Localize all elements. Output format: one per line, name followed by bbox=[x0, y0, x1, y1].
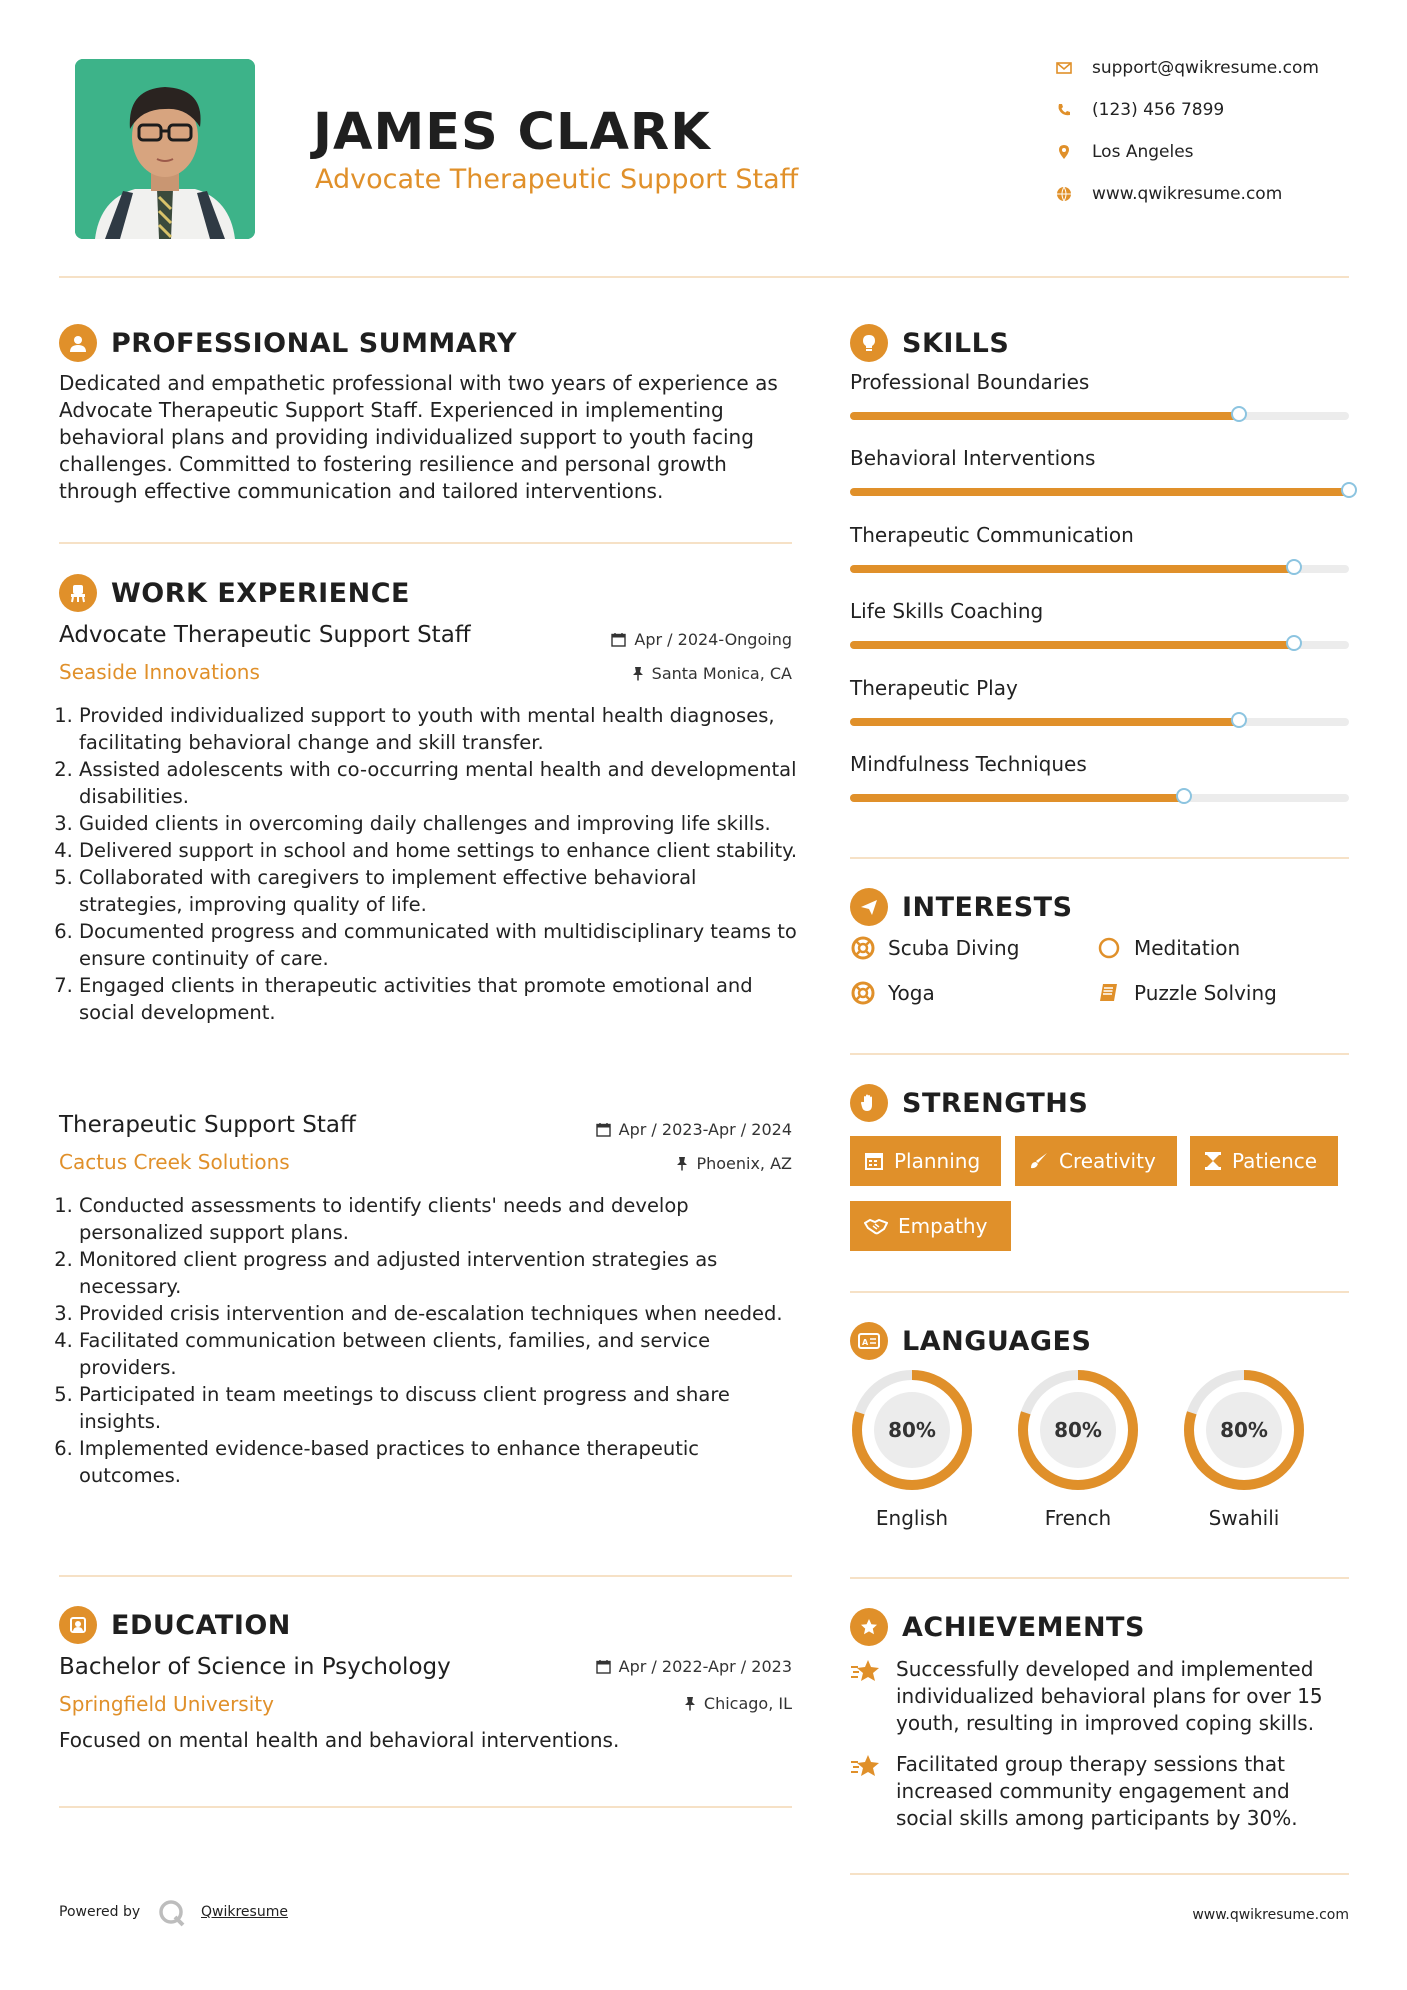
interests-divider bbox=[850, 1053, 1349, 1055]
contact-location bbox=[1054, 142, 1344, 162]
skill-bar-fill bbox=[850, 794, 1184, 802]
strength-empathy: Empathy bbox=[850, 1201, 1011, 1251]
achievements-divider bbox=[850, 1873, 1349, 1875]
job-1-location: Santa Monica, CA bbox=[500, 664, 792, 683]
pushpin-icon bbox=[684, 1696, 696, 1711]
skill-bar-handle bbox=[1176, 788, 1192, 804]
chair-icon bbox=[59, 574, 97, 612]
language-item bbox=[1016, 1368, 1140, 1530]
list-item: 3. Guided clients in overcoming daily challenges and improving life skills. bbox=[79, 810, 799, 837]
list-item: 1. Conducted assessments to identify clients' needs and develop personalized support plans. bbox=[79, 1192, 799, 1246]
skill-bar bbox=[850, 718, 1349, 726]
skill-name: Therapeutic Play bbox=[850, 675, 1018, 700]
svg-text:A: A bbox=[862, 1338, 869, 1347]
candidate-role: Advocate Therapeutic Support Staff bbox=[315, 164, 799, 195]
skill-name: Life Skills Coaching bbox=[850, 599, 1044, 624]
phone-icon bbox=[1054, 100, 1074, 120]
education-degree: Bachelor of Science in Psychology bbox=[59, 1654, 451, 1680]
languages-heading bbox=[850, 1322, 1091, 1360]
pushpin-icon bbox=[676, 1156, 688, 1171]
job-2-title: Therapeutic Support Staff bbox=[59, 1112, 356, 1138]
language-ring bbox=[850, 1368, 974, 1492]
skill-bar bbox=[850, 794, 1349, 802]
summary-title: PROFESSIONAL SUMMARY bbox=[111, 327, 518, 359]
languages-divider bbox=[850, 1577, 1349, 1579]
envelope-icon bbox=[1054, 58, 1074, 78]
languages-list bbox=[850, 1368, 1350, 1538]
pushpin-icon bbox=[632, 666, 644, 681]
language-item bbox=[1182, 1368, 1306, 1530]
job-2-dates: Apr / 2023-Apr / 2024 bbox=[500, 1120, 792, 1139]
strengths-divider bbox=[850, 1291, 1349, 1293]
list-item: 5. Participated in team meetings to discuss client progress and share insights. bbox=[79, 1381, 799, 1435]
language-percent: 80% bbox=[1220, 1418, 1268, 1442]
lifebuoy-icon bbox=[850, 935, 876, 961]
skill-bar-fill bbox=[850, 565, 1294, 573]
calendar-icon bbox=[596, 1122, 611, 1137]
language-ring bbox=[1182, 1368, 1306, 1492]
experience-divider bbox=[59, 1575, 792, 1577]
skill-bar-fill bbox=[850, 412, 1239, 420]
education-description: Focused on mental health and behavioral interventions. bbox=[59, 1728, 620, 1752]
skill-bar-handle bbox=[1231, 712, 1247, 728]
contact-phone[interactable] bbox=[1054, 100, 1344, 120]
education-title: EDUCATION bbox=[111, 1609, 291, 1641]
job-2-bullets bbox=[59, 1192, 799, 1489]
handshake-icon bbox=[864, 1216, 888, 1236]
education-location: Chicago, IL bbox=[500, 1694, 792, 1713]
summary-heading bbox=[59, 324, 517, 362]
skill-name: Therapeutic Communication bbox=[850, 522, 1134, 547]
education-divider bbox=[59, 1806, 792, 1808]
skill-bar-handle bbox=[1286, 635, 1302, 651]
list-item: 2. Monitored client progress and adjusted intervention strategies as necessary. bbox=[79, 1246, 799, 1300]
phone-text: (123) 456 7899 bbox=[1092, 100, 1225, 120]
job-2-company: Cactus Creek Solutions bbox=[59, 1150, 290, 1174]
skill-bar-fill bbox=[850, 641, 1294, 649]
footer-website[interactable]: www.qwikresume.com bbox=[1192, 1907, 1349, 1923]
star-badge-icon bbox=[850, 1608, 888, 1646]
skills-heading bbox=[850, 324, 1009, 362]
education-dates: Apr / 2022-Apr / 2023 bbox=[500, 1657, 792, 1676]
education-heading bbox=[59, 1606, 291, 1644]
list-item: 4. Facilitated communication between clients, families, and service providers. bbox=[79, 1327, 799, 1381]
calendar-icon bbox=[864, 1151, 884, 1171]
profile-photo bbox=[75, 59, 255, 239]
user-icon bbox=[59, 324, 97, 362]
skill-bar bbox=[850, 412, 1349, 420]
list-item: 7. Engaged clients in therapeutic activities that promote emotional and social development. bbox=[79, 972, 799, 1026]
achievements-heading bbox=[850, 1608, 1145, 1646]
globe-icon bbox=[1054, 184, 1074, 204]
graduation-icon bbox=[59, 1606, 97, 1644]
circle-icon bbox=[1096, 935, 1122, 961]
interest-meditation: Meditation bbox=[1096, 935, 1240, 961]
interest-puzzle: Puzzle Solving bbox=[1096, 980, 1277, 1006]
skill-name: Behavioral Interventions bbox=[850, 446, 1096, 471]
skill-bar-handle bbox=[1341, 482, 1357, 498]
paper-plane-icon bbox=[850, 888, 888, 926]
brush-icon bbox=[1029, 1151, 1049, 1171]
experience-title: WORK EXPERIENCE bbox=[111, 577, 410, 609]
strength-creativity: Creativity bbox=[1015, 1136, 1177, 1186]
list-item: 6. Documented progress and communicated with multidisciplinary teams to ensure continuity of care. bbox=[79, 918, 799, 972]
header-divider bbox=[59, 276, 1349, 278]
qwikresume-logo-icon bbox=[157, 1898, 187, 1928]
website-text: www.qwikresume.com bbox=[1092, 184, 1283, 204]
star-icon bbox=[850, 1751, 884, 1832]
language-ring bbox=[1016, 1368, 1140, 1492]
brand-link[interactable]: Qwikresume bbox=[201, 1904, 288, 1920]
strengths-title: STRENGTHS bbox=[902, 1087, 1089, 1119]
calendar-icon bbox=[611, 632, 626, 647]
language-percent: 80% bbox=[888, 1418, 936, 1442]
experience-heading bbox=[59, 574, 410, 612]
skill-bar bbox=[850, 488, 1349, 496]
job-2-location: Phoenix, AZ bbox=[500, 1154, 792, 1173]
lightbulb-icon bbox=[850, 324, 888, 362]
list-item: 1. Provided individualized support to youth with mental health diagnoses, facilitating behavioral change and skill transfer. bbox=[79, 702, 799, 756]
candidate-name: JAMES CLARK bbox=[313, 103, 711, 162]
language-percent: 80% bbox=[1054, 1418, 1102, 1442]
summary-text: Dedicated and empathetic professional with two years of experience as Advocate Therapeutic Support Staff. Experienced in implementing behavioral plans and providing individualized support to youth facing challenges. Committed to fostering resilience and personal growth through effective communication and tailored interventions. bbox=[59, 371, 778, 503]
strengths-heading bbox=[850, 1084, 1088, 1122]
skill-item bbox=[850, 523, 1349, 573]
skill-item bbox=[850, 446, 1349, 496]
contact-website[interactable] bbox=[1054, 184, 1344, 204]
job-1-bullets bbox=[59, 702, 799, 1026]
hourglass-icon bbox=[1204, 1151, 1222, 1171]
summary-divider bbox=[59, 542, 792, 544]
list-item: 3. Provided crisis intervention and de-escalation techniques when needed. bbox=[79, 1300, 799, 1327]
id-card-icon bbox=[850, 1322, 888, 1360]
language-name: Swahili bbox=[1208, 1506, 1280, 1530]
skill-name: Mindfulness Techniques bbox=[850, 752, 1087, 776]
achievements-title: ACHIEVEMENTS bbox=[902, 1611, 1145, 1643]
languages-title: LANGUAGES bbox=[902, 1325, 1092, 1357]
job-1-title: Advocate Therapeutic Support Staff bbox=[59, 622, 471, 648]
book-icon bbox=[1096, 980, 1122, 1006]
email-text: support@qwikresume.com bbox=[1092, 58, 1319, 78]
skill-item bbox=[850, 599, 1349, 649]
location-text: Los Angeles bbox=[1092, 142, 1194, 162]
strength-planning: Planning bbox=[850, 1136, 1001, 1186]
map-pin-icon bbox=[1054, 142, 1074, 162]
achievement-1: Successfully developed and implemented individualized behavioral plans for over 15 youth, resulting in improved coping skills. bbox=[850, 1656, 1350, 1737]
language-name: English bbox=[875, 1506, 949, 1530]
interests-title: INTERESTS bbox=[902, 891, 1073, 923]
list-item: 6. Implemented evidence-based practices to enhance therapeutic outcomes. bbox=[79, 1435, 799, 1489]
skills-title: SKILLS bbox=[902, 327, 1010, 359]
skill-bar bbox=[850, 641, 1349, 649]
list-item: 5. Collaborated with caregivers to implement effective behavioral strategies, improving quality of life. bbox=[79, 864, 799, 918]
achievement-2: Facilitated group therapy sessions that increased community engagement and social skills among participants by 30%. bbox=[850, 1751, 1350, 1832]
skill-bar-handle bbox=[1286, 559, 1302, 575]
hand-icon bbox=[850, 1084, 888, 1122]
skill-item bbox=[850, 370, 1349, 420]
job-1-dates: Apr / 2024-Ongoing bbox=[500, 630, 792, 649]
skill-name: Professional Boundaries bbox=[850, 370, 1090, 394]
skill-bar bbox=[850, 565, 1349, 573]
language-name: French bbox=[1044, 1506, 1112, 1530]
interest-scuba: Scuba Diving bbox=[850, 935, 1019, 961]
powered-by-text: Powered by bbox=[59, 1904, 141, 1920]
skills-divider bbox=[850, 857, 1349, 859]
education-school: Springfield University bbox=[59, 1692, 274, 1716]
lifebuoy-icon bbox=[850, 980, 876, 1006]
list-item: 4. Delivered support in school and home settings to enhance client stability. bbox=[79, 837, 799, 864]
interests-heading bbox=[850, 888, 1073, 926]
star-icon bbox=[850, 1656, 884, 1737]
contact-email[interactable] bbox=[1054, 58, 1344, 78]
job-1-company: Seaside Innovations bbox=[59, 660, 260, 684]
skill-bar-handle bbox=[1231, 406, 1247, 422]
calendar-icon bbox=[596, 1659, 611, 1674]
skill-item bbox=[850, 676, 1349, 726]
strength-patience: Patience bbox=[1190, 1136, 1338, 1186]
skill-item bbox=[850, 752, 1349, 802]
skill-bar-fill bbox=[850, 718, 1239, 726]
skill-bar-fill bbox=[850, 488, 1349, 496]
language-item bbox=[850, 1368, 974, 1530]
interest-yoga: Yoga bbox=[850, 980, 935, 1006]
list-item: 2. Assisted adolescents with co-occurring mental health and developmental disabilities. bbox=[79, 756, 799, 810]
